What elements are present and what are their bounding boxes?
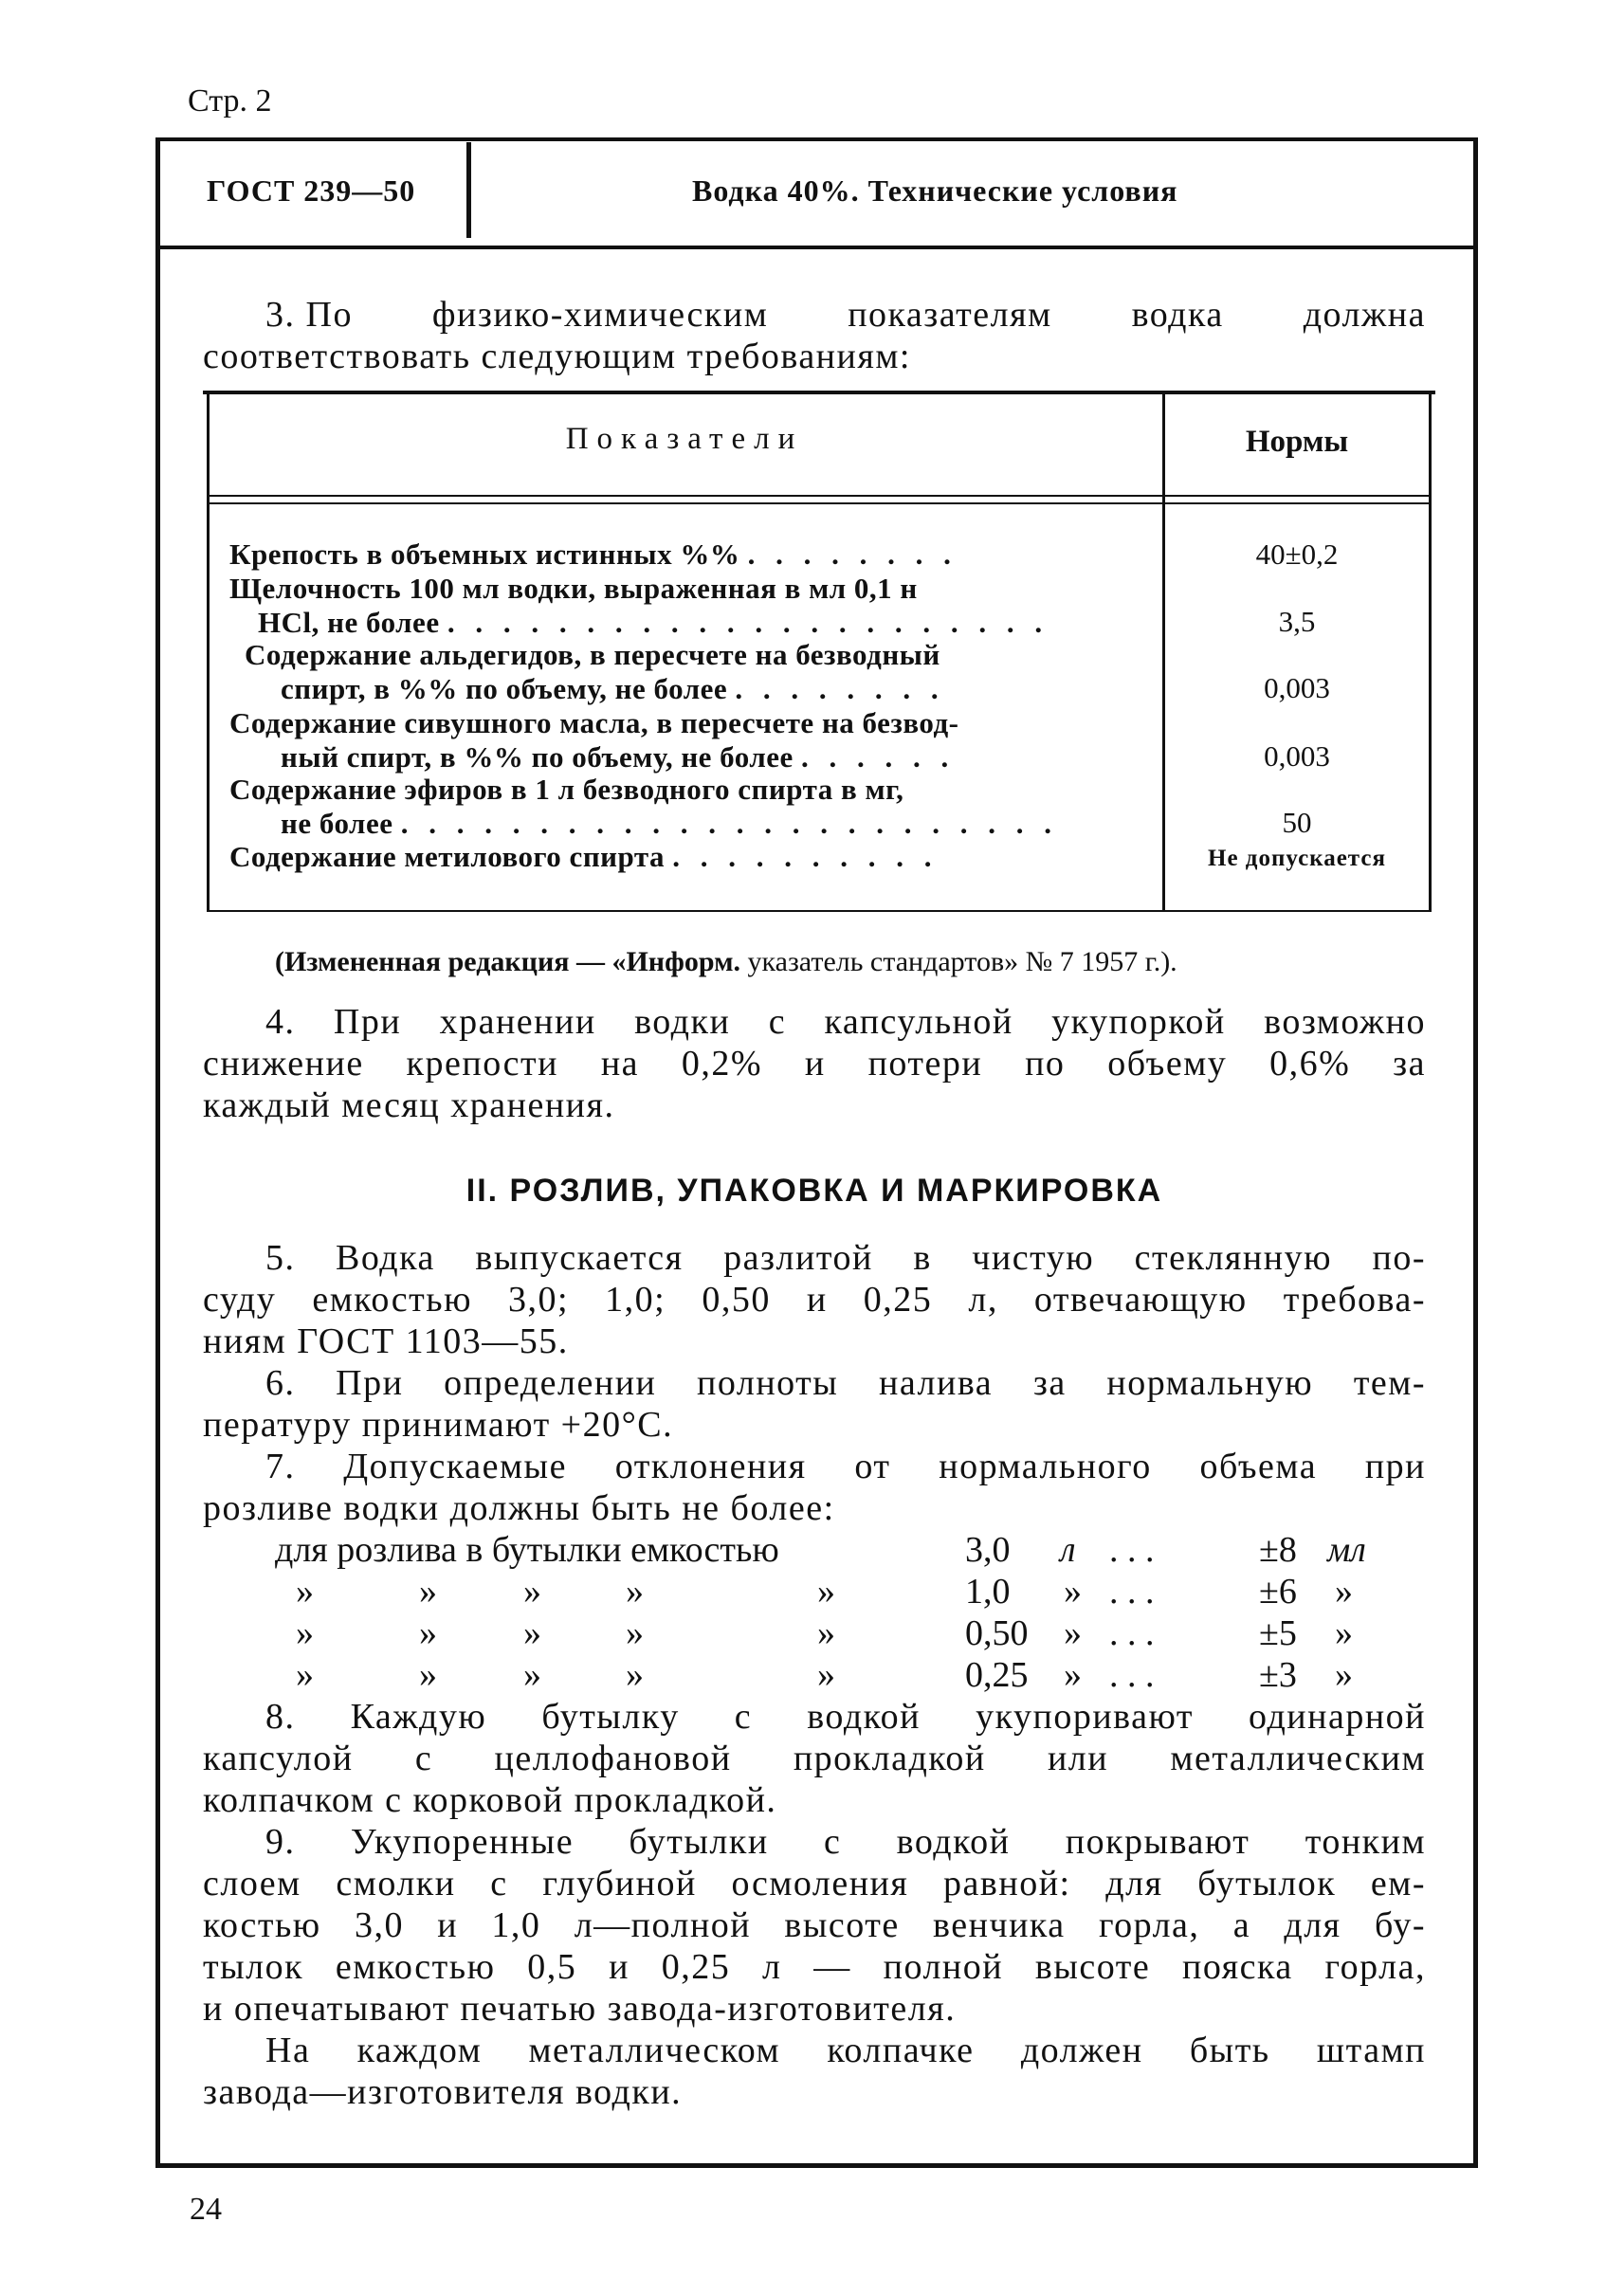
tolerance-volume: 3,0 [965,1530,1011,1570]
table-header-norm: Нормы [1245,425,1349,459]
ditto-mark: » [419,1655,437,1695]
ditto-mark: » [626,1655,644,1695]
p3-word: показателям [848,295,1052,335]
header-bottom-rule [155,246,1478,249]
ditto-mark: » [296,1613,314,1653]
table-left-border [207,394,210,910]
standard-code: ГОСТ 239—50 [207,173,416,208]
page-label: Стр. 2 [188,83,272,118]
paragraph-6: 6. При определении полноты налива за нормальную тем- пературу принимают +20°C. [203,1363,1426,1445]
amendment-note: (Измененная редакция — «Информ. указатель стандартов» № 7 1957 г.). [275,946,1177,977]
tolerance-unit: » [1064,1655,1082,1695]
tolerance-dots: . . . [1109,1613,1155,1653]
table-top-rule [203,391,1435,394]
tolerance-volume: 0,50 [965,1613,1029,1653]
table-header-indicator: Показатели [565,422,804,456]
tolerance-unit: мл [1327,1530,1366,1570]
table-column-divider [1162,394,1165,910]
table-value: 0,003 [1264,739,1330,773]
tolerance-value: ±6 [1259,1572,1297,1612]
table-row: Содержание альдегидов, в пересчете на безводный спирт, в %% по объему, не более . . . . . . . . [245,638,945,705]
table-row: Содержание эфиров в 1 л безводного спирта в мг, не более . . . . . . . . . . . . . . . . . . . . . . . . [229,773,1058,840]
tolerance-volume: 0,25 [965,1655,1029,1695]
paragraph-7: 7. Допускаемые отклонения от нормального объема при розливе водки должны быть не более: [203,1447,1426,1528]
ditto-mark: » [817,1572,835,1612]
page-number: 24 [190,2192,222,2227]
ditto-mark: » [296,1655,314,1695]
ditto-mark: » [817,1613,835,1653]
paragraph-8: 8. Каждую бутылку с водкой укупоривают одинарной капсулой с целлофановой прокладкой или металлическим колпачком с корковой прокладкой. [203,1697,1426,1820]
tolerance-unit: л [1060,1530,1076,1570]
tolerance-dots: . . . [1109,1572,1155,1612]
tolerance-dots: . . . [1109,1655,1155,1695]
ditto-mark: » [817,1655,835,1695]
ditto-mark: » [626,1572,644,1612]
tolerance-unit: » [1064,1572,1082,1612]
tolerance-unit: » [1335,1572,1353,1612]
table-value: Не допускается [1208,846,1386,871]
table-row: Крепость в объемных истинных %% . . . . . . . . [229,537,958,571]
section-title: II. РОЗЛИВ, УПАКОВКА И МАРКИРОВКА [465,1173,1163,1209]
table-header-rule [207,502,1432,504]
ditto-mark: » [523,1613,541,1653]
tolerance-unit: » [1335,1655,1353,1695]
ditto-mark: » [523,1655,541,1695]
tolerance-value: ±5 [1259,1613,1297,1653]
ditto-mark: » [296,1572,314,1612]
table-bottom-rule [207,910,1432,912]
p3-word: 3. По [265,295,353,335]
p3-word: физико-химическим [431,295,769,335]
table-row: Щелочность 100 мл водки, выраженная в мл 0,1 н HCl, не более . . . . . . . . . . . . . . . . . . . . . . [229,572,1049,639]
p3-word: водка [1131,295,1224,335]
paragraph-4: 4. При хранении водки с капсульной укупоркой возможно снижение крепости на 0,2% и потери по объему 0,6% за каждый месяц хранения. [203,1002,1426,1125]
ditto-mark: » [626,1613,644,1653]
frame-top-rule [155,137,1478,141]
p3-word: должна [1303,295,1426,335]
tolerance-unit: » [1064,1613,1082,1653]
table-value: 3,5 [1278,605,1316,638]
tolerance-value: ±3 [1259,1655,1297,1695]
tolerance-lead: для розлива в бутылки емкостью [275,1530,779,1570]
paragraph-5: 5. Водка выпускается разлитой в чистую стеклянную по- суду емкостью 3,0; 1,0; 0,50 и 0,25 л, отвечающую требова- ниям ГОСТ 1103—55. [203,1238,1426,1361]
table-value: 0,003 [1264,671,1330,704]
table-header-rule [207,495,1432,497]
paragraph-9: 9. Укупоренные бутылки с водкой покрывают тонким слоем смолки с глубиной осмоления равной: для бутылок ем- костью 3,0 и 1,0 л—полной высоте венчика горла, а для бу- тылок емкостью 0,5 и 0,25 л — полной высоте пояска горла, и опечатывают печатью завода-изготовителя. [203,1822,1426,2029]
tolerance-dots: . . . [1109,1530,1155,1570]
ditto-mark: » [419,1572,437,1612]
ditto-mark: » [523,1572,541,1612]
table-value: 40±0,2 [1255,537,1339,571]
ditto-mark: » [419,1613,437,1653]
tolerance-unit: » [1335,1613,1353,1653]
table-value: 50 [1282,806,1312,839]
header-separator [466,142,471,238]
tolerance-volume: 1,0 [965,1572,1011,1612]
table-row: Содержание сивушного масла, в пересчете на безвод- ный спирт, в %% по объему, не более . . . . . . [229,706,959,774]
table-row: Содержание метилового спирта . . . . . . . . . . [229,840,939,873]
table-right-border [1429,394,1432,910]
paragraph-3 [203,294,1426,377]
tolerance-value: ±8 [1259,1530,1297,1570]
document-title: Водка 40%. Технические условия [692,173,1178,208]
p3-line: соответствовать следующим требованиям: [203,337,911,376]
paragraph-10: На каждом металлическом колпачке должен быть штамп завода—изготовителя водки. [203,2031,1426,2112]
